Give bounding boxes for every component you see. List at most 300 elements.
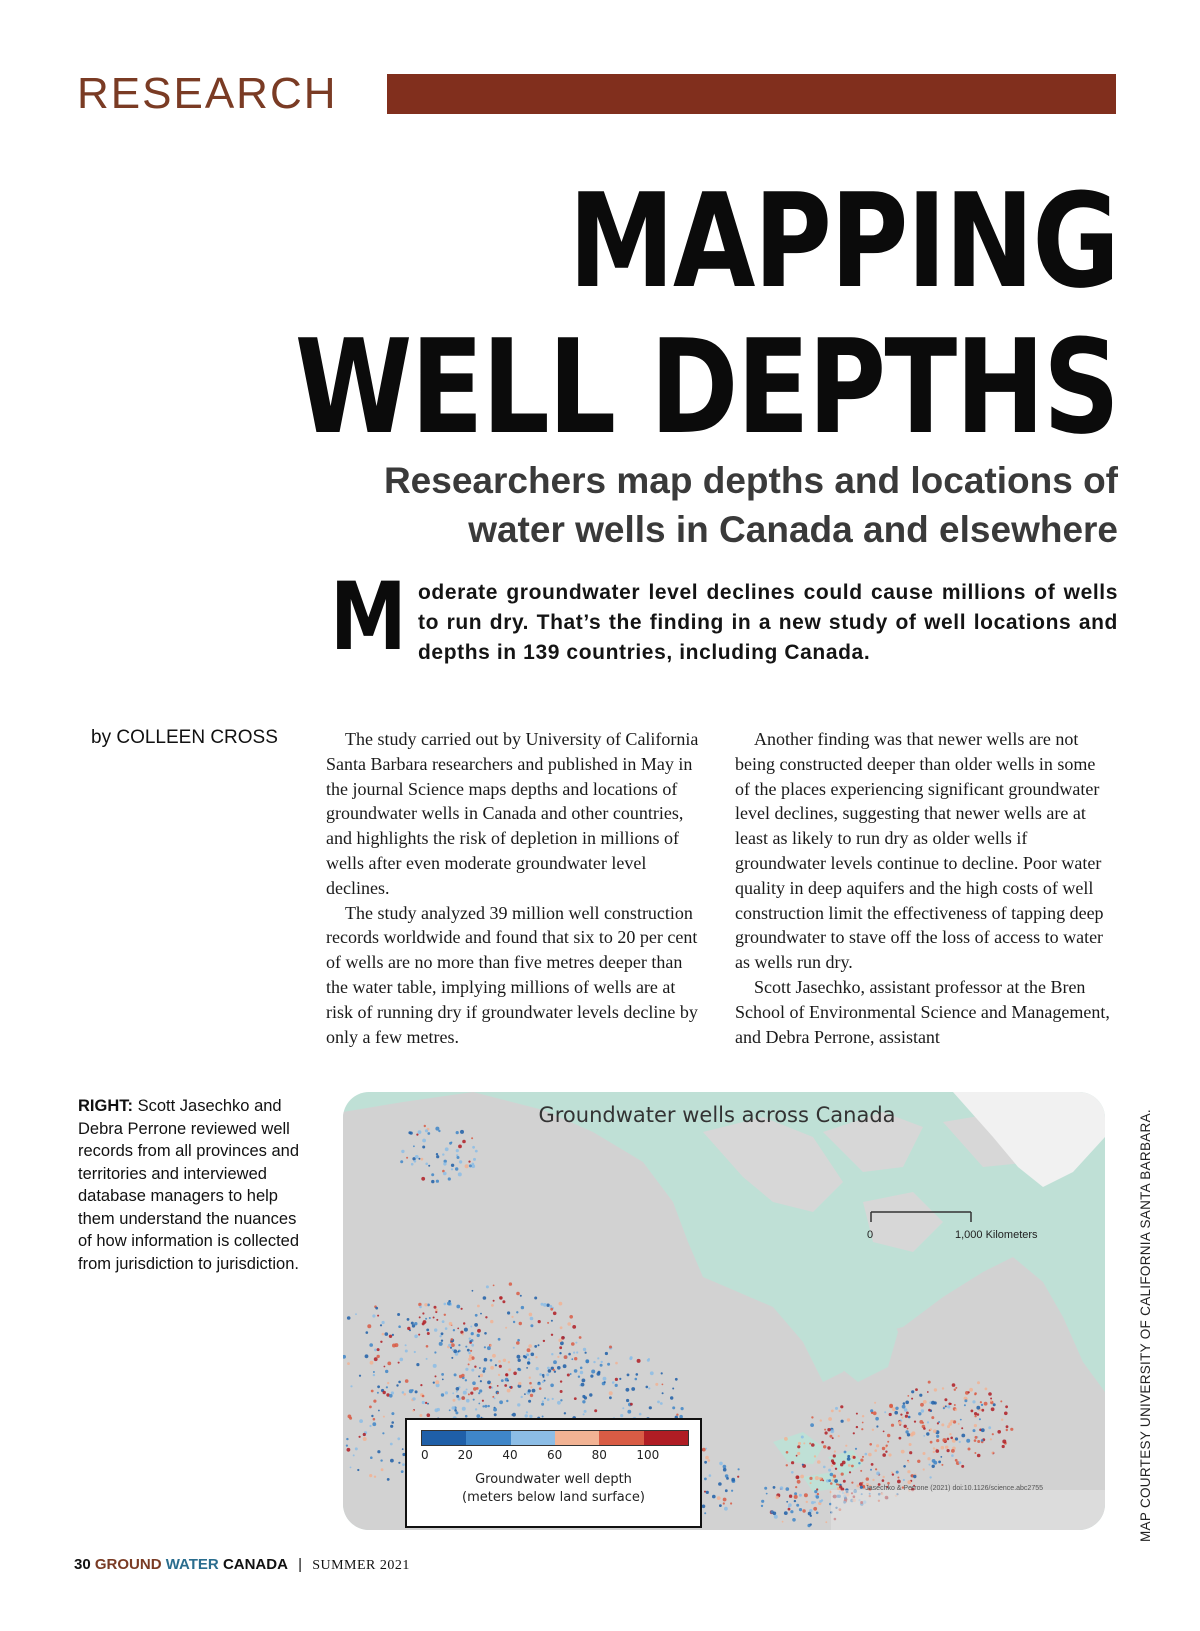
well-point [425,1402,427,1404]
well-point [480,1374,483,1377]
well-point [620,1414,623,1417]
well-point [477,1334,480,1337]
well-point [883,1431,885,1433]
well-point [487,1346,491,1350]
well-point [847,1457,851,1461]
well-point [538,1382,540,1384]
well-point [933,1429,937,1433]
well-point [908,1416,911,1419]
well-point [474,1366,476,1368]
well-point [860,1459,863,1462]
well-point [845,1445,847,1447]
well-point [950,1437,953,1440]
well-point [478,1392,480,1394]
well-point [511,1316,513,1318]
well-point [926,1432,929,1435]
well-point [927,1457,930,1460]
well-point [473,1158,476,1161]
well-point [961,1427,963,1429]
well-point [490,1366,494,1370]
well-point [559,1352,561,1354]
well-point [456,1391,458,1393]
well-point [369,1406,372,1409]
well-point [841,1473,844,1476]
well-point [493,1285,495,1287]
well-point [936,1435,939,1438]
well-point [676,1414,678,1416]
well-point [932,1465,935,1468]
well-point [507,1311,510,1314]
well-point [490,1383,492,1385]
section-bar [387,74,1116,114]
well-point [471,1137,473,1139]
well-point [434,1351,436,1353]
well-point [584,1396,587,1399]
well-point [988,1392,992,1396]
well-point [468,1357,472,1361]
byline [91,727,278,749]
well-point [796,1455,798,1457]
well-point [816,1512,819,1515]
well-point [635,1378,638,1381]
well-point [791,1471,794,1474]
well-point [630,1403,633,1406]
well-point [451,1168,453,1170]
well-point [908,1461,910,1463]
well-point [465,1368,468,1371]
well-point [529,1377,531,1379]
well-point [553,1360,557,1364]
well-point [436,1155,439,1158]
well-point [572,1325,576,1329]
well-point [474,1323,478,1327]
legend-tick-label: 20 [457,1448,473,1462]
well-point [831,1410,834,1413]
well-point [834,1479,838,1483]
well-point [869,1443,872,1446]
well-point [551,1320,553,1322]
well-point [465,1164,469,1168]
legend-tick-label: 100 [636,1448,660,1462]
well-point [730,1502,732,1504]
well-point [802,1464,804,1466]
well-point [887,1441,889,1443]
well-point [567,1374,570,1377]
well-point [981,1409,984,1412]
well-point [923,1452,926,1455]
well-point [809,1477,812,1480]
well-point [858,1462,860,1464]
well-point [470,1326,472,1328]
well-point [569,1315,573,1319]
well-point [955,1387,957,1389]
well-point [803,1442,805,1444]
well-point [819,1477,822,1480]
photo-caption [78,1095,300,1275]
well-point [629,1357,632,1360]
well-point [792,1518,796,1522]
well-point [889,1413,892,1416]
well-point [922,1422,924,1424]
paragraph: Scott Jasechko, assistant professor at the Bren School of Environmental Science and Management, and Debra Perrone, assistant [735,976,1110,1047]
well-point [1006,1425,1009,1428]
well-point [418,1334,420,1336]
well-point [422,1139,426,1143]
well-point [451,1357,453,1359]
well-point [856,1426,858,1428]
well-point [584,1410,587,1413]
well-point [391,1412,394,1415]
well-point [560,1326,563,1329]
well-point [427,1413,431,1417]
well-point [977,1413,980,1416]
well-point [870,1469,872,1471]
well-point [418,1303,421,1306]
well-point [833,1475,836,1478]
well-point [509,1282,512,1285]
scale-start-label: 0 [867,1229,874,1241]
well-point [513,1347,515,1349]
well-point [911,1398,913,1400]
well-point [581,1383,585,1387]
well-point [977,1440,980,1443]
well-point [874,1449,877,1452]
well-point [810,1482,812,1484]
well-point [821,1499,823,1501]
well-point [459,1160,462,1163]
well-point [546,1373,549,1376]
well-point [968,1448,971,1451]
well-point [419,1306,422,1309]
well-point [421,1158,424,1161]
legend-subtitle: (meters below land surface) [462,1490,645,1505]
well-point [650,1371,654,1375]
well-point [419,1316,421,1318]
well-point [469,1338,471,1340]
well-point [346,1445,348,1447]
well-point [704,1478,707,1481]
well-point [798,1442,801,1445]
well-point [583,1348,586,1351]
well-point [571,1358,573,1360]
well-point [426,1358,428,1360]
well-point [947,1405,950,1408]
well-point [591,1370,595,1374]
well-point [702,1505,706,1509]
well-point [557,1356,559,1358]
well-point [453,1329,455,1331]
well-point [502,1300,505,1303]
well-point [942,1438,946,1442]
well-point [346,1438,348,1440]
well-point [814,1490,817,1493]
well-point [604,1381,606,1383]
well-point [991,1452,993,1454]
well-point [559,1302,563,1306]
well-point [626,1399,629,1402]
well-point [568,1353,571,1356]
well-point [498,1360,501,1363]
well-point [348,1415,352,1419]
well-point [992,1433,994,1435]
well-point [377,1348,380,1351]
well-point [918,1412,921,1415]
well-point [538,1320,541,1323]
well-point [557,1366,561,1370]
well-point [380,1459,382,1461]
well-point [811,1416,813,1418]
well-point [1000,1400,1002,1402]
well-point [403,1393,406,1396]
well-point [383,1416,385,1418]
well-point [463,1391,467,1395]
well-point [784,1437,788,1441]
well-point [435,1380,439,1384]
well-point [372,1314,375,1317]
well-point [576,1351,578,1353]
well-point [561,1336,565,1340]
well-point [397,1313,400,1316]
well-point [353,1454,355,1456]
well-point [799,1508,802,1511]
well-point [868,1453,872,1457]
well-point [928,1381,931,1384]
well-point [955,1459,958,1462]
well-point [490,1320,493,1323]
well-point [840,1405,843,1408]
well-point [622,1407,624,1409]
well-point [993,1403,996,1406]
well-point [461,1396,465,1400]
well-point [433,1364,437,1368]
well-point [520,1295,522,1297]
well-point [387,1382,389,1384]
well-point [438,1130,440,1132]
well-point [786,1451,789,1454]
well-point [448,1344,451,1347]
well-point [449,1322,453,1326]
well-point [350,1467,352,1469]
well-point [431,1180,434,1183]
well-point [405,1344,407,1346]
well-point [387,1478,390,1481]
well-point [776,1496,779,1499]
well-point [990,1398,992,1400]
well-point [801,1436,804,1439]
well-point [964,1404,966,1406]
well-point [929,1476,931,1478]
well-point [981,1428,985,1432]
well-point [383,1391,386,1394]
well-point [355,1447,358,1450]
well-point [774,1515,778,1519]
well-point [475,1408,477,1410]
well-point [899,1437,902,1440]
well-point [862,1415,864,1417]
well-point [455,1411,458,1414]
well-point [553,1312,557,1316]
well-point [385,1332,389,1336]
well-point [797,1445,800,1448]
well-point [874,1402,876,1404]
well-point [405,1350,408,1353]
well-point [903,1402,906,1405]
well-point [391,1421,394,1424]
well-point [954,1404,956,1406]
well-point [649,1406,652,1409]
drop-cap: M [330,563,407,672]
paragraph: The study carried out by University of California Santa Barbara researchers and published in May in the journal Science maps depths and locations of groundwater wells in Canada and other countries, and highlights the risk of depletion in millions of wells after even moderate groundwater level declines. [326,729,699,898]
well-point [959,1441,961,1443]
well-point [441,1340,443,1342]
well-point [519,1322,522,1325]
well-point [521,1396,523,1398]
magazine-name-water: WATER [165,1556,219,1573]
legend-swatch [422,1431,466,1445]
well-point [484,1346,486,1348]
well-point [462,1333,464,1335]
well-point [930,1428,932,1430]
well-point [453,1399,456,1402]
well-point [761,1505,763,1507]
well-point [907,1470,910,1473]
well-point [407,1318,410,1321]
well-point [464,1328,468,1332]
well-point [516,1311,518,1313]
well-point [382,1432,384,1434]
well-point [704,1461,707,1464]
legend-swatch [599,1431,643,1445]
well-point [923,1400,927,1404]
well-point [988,1426,991,1429]
well-point [377,1315,379,1317]
well-point [398,1325,401,1328]
well-point [815,1476,819,1480]
well-point [377,1355,380,1358]
well-point [800,1475,804,1479]
well-point [782,1521,784,1523]
well-point [558,1339,562,1343]
well-point [451,1164,454,1167]
well-point [1006,1429,1008,1431]
map-us-land [831,1490,1105,1530]
well-point [445,1147,449,1151]
well-point [441,1393,444,1396]
well-point [627,1410,631,1414]
well-point [797,1480,801,1484]
well-point [950,1403,952,1405]
well-point [550,1308,553,1311]
well-point [536,1367,539,1370]
well-point [574,1397,577,1400]
subhead: Researchers map depths and locations of water wells in Canada and elsewhere [383,460,1118,550]
well-point [802,1509,805,1512]
well-point [905,1401,909,1405]
well-point [712,1495,716,1499]
well-point [929,1464,931,1466]
well-point [449,1409,451,1411]
well-point [374,1349,377,1352]
well-point [615,1384,618,1387]
well-point [424,1125,426,1127]
well-point [991,1407,995,1411]
well-point [589,1393,592,1396]
well-point [876,1472,880,1476]
well-point [941,1423,944,1426]
well-point [627,1374,630,1377]
well-point [451,1338,454,1341]
well-point [433,1317,435,1319]
well-point [507,1380,509,1382]
well-point [544,1397,546,1399]
well-point [723,1502,725,1504]
well-point [804,1493,808,1497]
well-point [427,1132,430,1135]
well-point [470,1392,473,1395]
well-point [564,1412,566,1414]
well-point [657,1401,660,1404]
well-point [738,1468,740,1470]
well-point [542,1400,544,1402]
well-point [582,1400,585,1403]
well-point [530,1394,533,1397]
well-point [477,1305,480,1308]
well-point [507,1389,511,1393]
well-point [1005,1405,1008,1408]
well-point [835,1468,837,1470]
well-point [862,1482,864,1484]
well-point [828,1469,831,1472]
well-point [571,1342,575,1346]
well-point [426,1329,429,1332]
well-point [355,1313,357,1315]
well-point [491,1304,494,1307]
well-point [452,1392,454,1394]
well-point [892,1473,894,1475]
well-point [458,1145,462,1149]
caption-text: Scott Jasechko and Debra Perrone reviewed well records from all provinces and territories and interviewed database managers to help them understand the nuances of how information is collected from jurisdiction to jurisdiction. [78,1097,300,1273]
well-point [551,1334,553,1336]
well-point [927,1421,929,1423]
well-point [454,1409,457,1412]
well-point [933,1461,937,1465]
well-point [579,1336,582,1339]
well-point [350,1385,352,1387]
body-column-1 [326,727,704,1049]
well-point [794,1495,798,1499]
well-point [737,1476,739,1478]
paragraph: Another finding was that newer wells are not being constructed deeper than older wells in some of the places experiencing significant groundwater level declines, suggesting that newer wells are at least as likely to run dry as older wells if groundwater levels continue to decline. Poor water quality in deep aquifers and the high costs of well construction limit the effectiveness of tapping deep groundwater to stave off the loss of access to water as wells run dry. [735,729,1104,973]
well-point [704,1491,706,1493]
well-point [505,1373,508,1376]
well-point [876,1444,879,1447]
well-point [866,1477,869,1480]
well-point [904,1425,907,1428]
well-point [390,1459,394,1463]
well-point [888,1453,891,1456]
well-point [580,1367,583,1370]
well-point [882,1479,885,1482]
well-point [766,1493,768,1495]
well-point [647,1359,650,1362]
well-point [895,1407,898,1410]
well-point [619,1378,621,1380]
well-point [817,1493,819,1495]
well-point [923,1435,925,1437]
well-point [392,1334,394,1336]
well-point [517,1339,520,1342]
well-point [363,1433,366,1436]
